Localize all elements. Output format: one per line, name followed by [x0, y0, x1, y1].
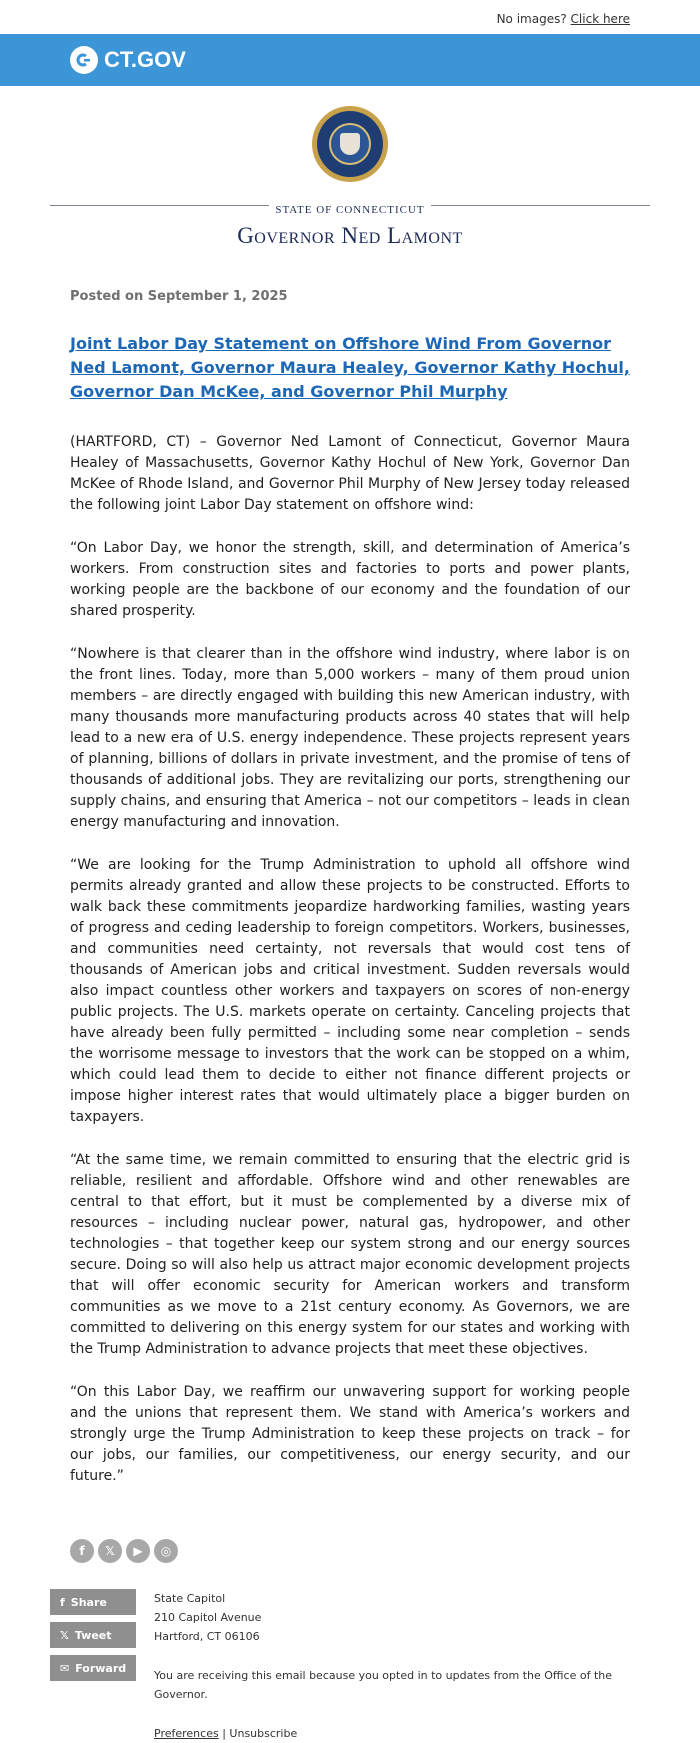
address-line-3: Hartford, CT 06106 — [154, 1630, 260, 1643]
unsubscribe-link[interactable]: Unsubscribe — [229, 1727, 298, 1740]
tweet-button[interactable] — [50, 1622, 136, 1648]
forward-button[interactable] — [50, 1655, 136, 1681]
article-headline-link[interactable]: Joint Labor Day Statement on Offshore Wind From Governor Ned Lamont, Governor Maura Healey, Governor Kathy Hochul, Governor Dan McKee, and Governor Phil Murphy — [70, 334, 630, 401]
x-icon[interactable]: 𝕏 — [98, 1539, 122, 1563]
ct-gov-logo[interactable] — [70, 46, 186, 74]
facebook-icon[interactable]: f — [70, 1539, 94, 1563]
envelope-icon: ✉ — [60, 1661, 70, 1675]
no-images-bar — [0, 0, 700, 34]
state-label: STATE OF CONNECTICUT — [269, 204, 430, 216]
address-line-1: State Capitol — [154, 1592, 226, 1605]
ct-gov-logo-text: CT.GOV — [104, 47, 186, 72]
facebook-icon: f — [60, 1595, 65, 1609]
article — [0, 289, 700, 1487]
address-line-2: 210 Capitol Avenue — [154, 1611, 262, 1624]
social-links — [0, 1539, 700, 1563]
paragraph-1: (HARTFORD, CT) – Governor Ned Lamont of Connecticut, Governor Maura Healey of Massachusetts, Governor Kathy Hochul of New York, Governor Dan McKee of Rhode Island, and Governor Phil Murphy of New Jersey today released the following joint Labor Day statement on offshore wind: — [70, 434, 630, 513]
paragraph-6: “On this Labor Day, we reaffirm our unwavering support for working people and the unions that represent them. We stand with America’s workers and strongly urge the Trump Administration to keep these projects on track – for our jobs, our families, our competitiveness, our energy security, and our future.” — [70, 1384, 630, 1484]
paragraph-3: “Nowhere is that clearer than in the offshore wind industry, where labor is on the front lines. Today, more than 5,000 workers – many of them proud union members – are directly engaged with building this new American industry, with many thousands more manufacturing products across 40 states that will help lead to a new era of U.S. energy independence. These projects represent years of planning, billions of dollars in private investment, and the promise of tens of thousands of additional jobs. They are revitalizing our ports, strengthening our supply chains, and ensuring that America – not our competitors – leads in clean energy manufacturing and innovation. — [70, 646, 630, 830]
posted-date: Posted on September 1, 2025 — [70, 289, 288, 304]
subscription-note: You are receiving this email because you opted in to updates from the Office of the Governor. — [154, 1669, 613, 1701]
ct-logo-icon — [70, 46, 98, 74]
instagram-icon[interactable]: ◎ — [154, 1539, 178, 1563]
share-label: Share — [70, 1595, 107, 1609]
preferences-link[interactable]: Preferences — [154, 1727, 219, 1740]
paragraph-4: “We are looking for the Trump Administration to uphold all offshore wind permits already granted and allow these projects to be constructed. Efforts to walk back these commitments jeopardize hardworking families, wasting years of progress and ceding leadership to foreign competitors. Workers, businesses, and communities need certainty, not reversals that would cost tens of thousands of American jobs and critical investment. Sudden reversals would also impact countless other workers and taxpayers on scores of non-energy public projects. The U.S. markets operate on certainty. Canceling projects that have already been fully permitted – including some near completion – sends the worrisome message to investors that the work can be stopped on a whim, which could lead them to decide to either not finance different projects or impose higher interest rates that would ultimately place a bigger burden on taxpayers. — [70, 857, 630, 1125]
link-separator: | — [222, 1727, 226, 1740]
tweet-label: Tweet — [74, 1628, 112, 1642]
youtube-icon[interactable]: ▶ — [126, 1539, 150, 1563]
no-images-text: No images? — [496, 12, 567, 26]
footer — [0, 1589, 700, 1743]
governor-banner — [50, 198, 650, 249]
x-icon: 𝕏 — [60, 1628, 69, 1642]
brand-bar — [0, 34, 700, 86]
paragraph-5: “At the same time, we remain committed to ensuring that the electric grid is reliable, resilient and affordable. Offshore wind and other renewables are central to that effort, but it must be complemented by a diverse mix of resources – including nuclear power, natural gas, hydropower, and other technologies – that together keep our system strong and our energy sources secure. Doing so will also help us attract major economic development projects that will offer economic security for American workers and transform communities as we move to a 21st century economy. As Governors, we are committed to delivering on this energy system for our states and working with the Trump Administration to advance projects that meet these objectives. — [70, 1152, 630, 1357]
state-seal — [312, 106, 388, 182]
paragraph-2: “On Labor Day, we honor the strength, skill, and determination of America’s workers. From construction sites and factories to ports and power plants, working people are the backbone of our economy and the foundation of our shared prosperity. — [70, 540, 630, 619]
share-button[interactable] — [50, 1589, 136, 1615]
forward-label: Forward — [75, 1661, 127, 1675]
governor-title: Governor Ned Lamont — [237, 223, 463, 248]
click-here-link[interactable]: Click here — [570, 12, 630, 26]
